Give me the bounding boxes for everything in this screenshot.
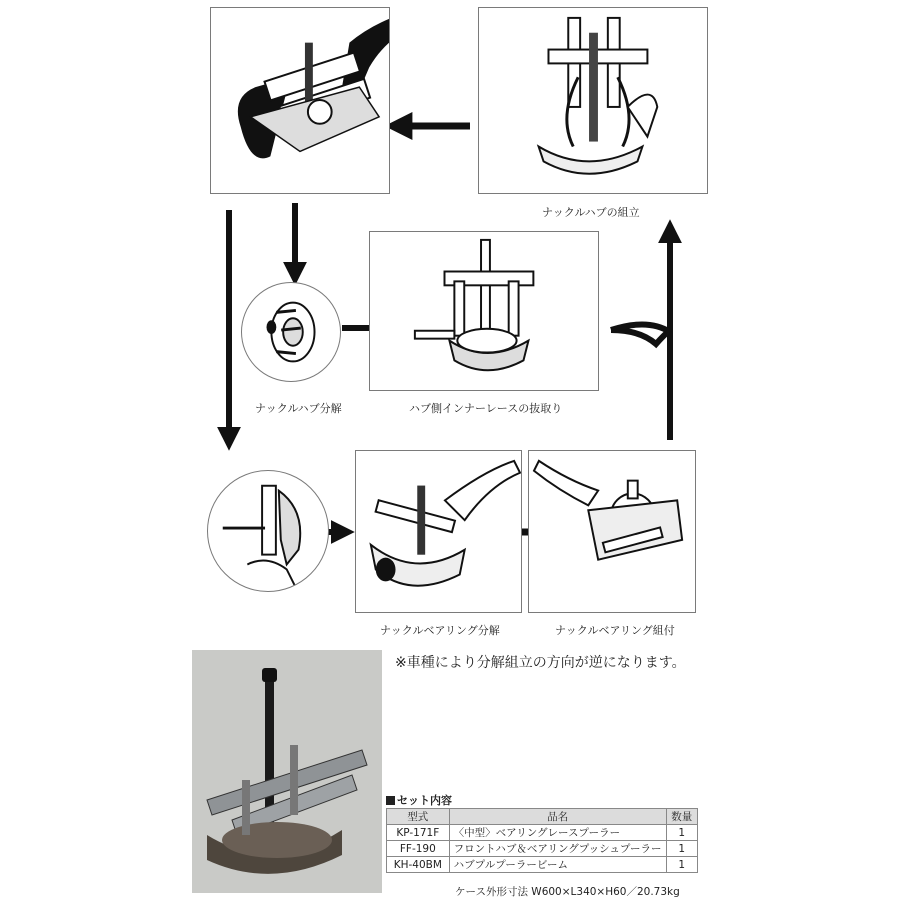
header-name: 品名 [449,809,666,825]
square-bullet-icon [386,796,395,805]
caption-knuckle-bearing-disassembly: ナックルベアリング分解 [380,624,500,637]
direction-note: ※車種により分解組立の方向が逆になります。 [395,655,686,671]
caption-knuckle-hub-disassembly: ナックルハブ分解 [255,402,342,415]
row-qty: 1 [666,857,697,873]
table-row [387,857,698,873]
row-model: KP-171F [387,825,450,841]
illustration-knuckle-bearing-assembly [528,450,696,613]
caption-knuckle-hub-assembly: ナックルハブの組立 [542,206,640,219]
set-contents-table [386,808,698,873]
caption-hub-inner-race-removal: ハブ側インナーレースの抜取り [409,402,563,415]
illustration-knuckle-hub-assembly [478,7,708,194]
row-name: 〈中型〉ベアリングレースプーラー [449,825,666,841]
table-header-row [387,809,698,825]
row-qty: 1 [666,825,697,841]
illustration-knuckle-hub-disassembly [241,282,341,382]
case-dimensions: ケース外形寸法 W600×L340×H60／20.73kg [455,886,680,898]
illustration-hub-inner-race-removal [369,231,599,391]
table-row [387,841,698,857]
table-row [387,825,698,841]
row-model: KH-40BM [387,857,450,873]
product-photo [192,650,382,893]
row-model: FF-190 [387,841,450,857]
row-name: フロントハブ＆ベアリングプッシュプーラー [449,841,666,857]
illustration-top-left [210,7,390,194]
illustration-bearing-circle [207,470,329,592]
caption-knuckle-bearing-assembly: ナックルベアリング組付 [555,624,675,637]
header-model: 型式 [387,809,450,825]
arrow-merge-curve [611,330,670,344]
illustration-knuckle-bearing-disassembly [355,450,522,613]
row-qty: 1 [666,841,697,857]
row-name: ハブプルプーラービーム [449,857,666,873]
header-qty: 数量 [666,809,697,825]
set-contents-title: セット内容 [386,792,452,808]
